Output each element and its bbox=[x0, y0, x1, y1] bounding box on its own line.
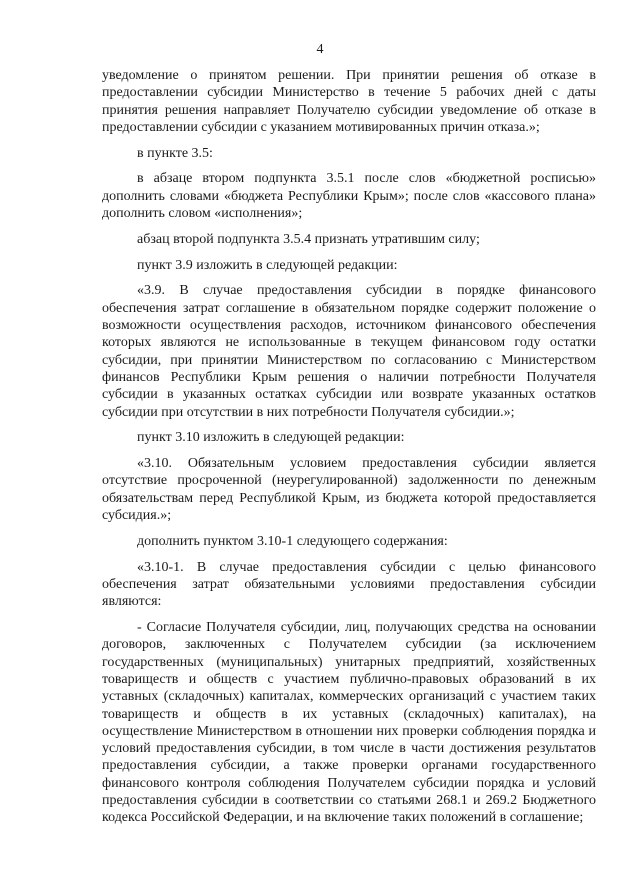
paragraph-decision-notice: уведомление о принятом решении. При принятии решения об отказе в предоставлении субсидии Министерство в течение 5 рабочих дней с даты принятия решения направляет Получателю субсидии уведомление об отказе в предоставлении субсидии с указанием мотивированных причин отказа.»; bbox=[102, 68, 596, 135]
paragraph-item-3-10-intro: пункт 3.10 изложить в следующей редакции: bbox=[137, 430, 405, 446]
paragraph-subitem-3-5-4: абзац второй подпункта 3.5.4 признать утратившим силу; bbox=[137, 231, 480, 247]
page-number: 4 bbox=[316, 42, 324, 57]
paragraph-item-3-5: в пункте 3.5: bbox=[137, 145, 213, 161]
paragraph-item-3-10-1-text: «3.10-1. В случае предоставления субсидии с целью финансового обеспечения затрат обязательными условиями предоставления субсидии являются: bbox=[102, 559, 596, 610]
paragraph-item-3-9-text: «3.9. В случае предоставления субсидии в порядке финансового обеспечения затрат соглашение в обязательном порядке содержит положение о возможности осуществления расходов, источником финансового обеспечения которых являются не использованные в текущем финансовом году остатки субсидии, при принятии Министерством по согласованию с Министерством финансов Республики Крым решения о наличии потребности Получателя субсидии в указанных остатках субсидии или возврате указанных остатков субсидии при отсутствии в них потребности Получателя субсидии.»; bbox=[102, 283, 596, 420]
paragraph-consent-condition: - Согласие Получателя субсидии, лиц, получающих средства на основании договоров, заключенных с Получателем субсидии (за исключением государственных (муниципальных) унитарных предприятий, хозяйственных товариществ и обществ с участием публично-правовых образований в их уставных (складочных) капиталах, коммерческих организаций с участием таких товариществ и обществ в их уставных (складочных) капиталах), на осуществление Министерством в отношении них проверки соблюдения порядка и условий предоставления субсидии, в том числе в части достижения результатов предоставления субсидии, а также проверки органами государственного финансового контроля соблюдения Получателем субсидии порядка и условий предоставления субсидии в соответствии со статьями 268.1 и 269.2 Бюджетного кодекса Российской Федерации, и на включение таких положений в соглашение; bbox=[102, 620, 596, 826]
paragraph-item-3-9-intro: пункт 3.9 изложить в следующей редакции: bbox=[137, 257, 398, 273]
paragraph-item-3-10-1-intro: дополнить пунктом 3.10-1 следующего содержания: bbox=[137, 533, 448, 549]
document-body bbox=[102, 67, 596, 829]
paragraph-subitem-3-5-1: в абзаце втором подпункта 3.5.1 после слов «бюджетной росписью» дополнить словами «бюджета Республики Крым»; после слов «кассового плана» дополнить словом «исполнения»; bbox=[102, 171, 596, 222]
paragraph-item-3-10-text: «3.10. Обязательным условием предоставления субсидии является отсутствие просроченной (неурегулированной) задолженности по денежным обязательствам перед Республикой Крым, из бюджета которой предоставляется субсидия.»; bbox=[102, 456, 596, 524]
